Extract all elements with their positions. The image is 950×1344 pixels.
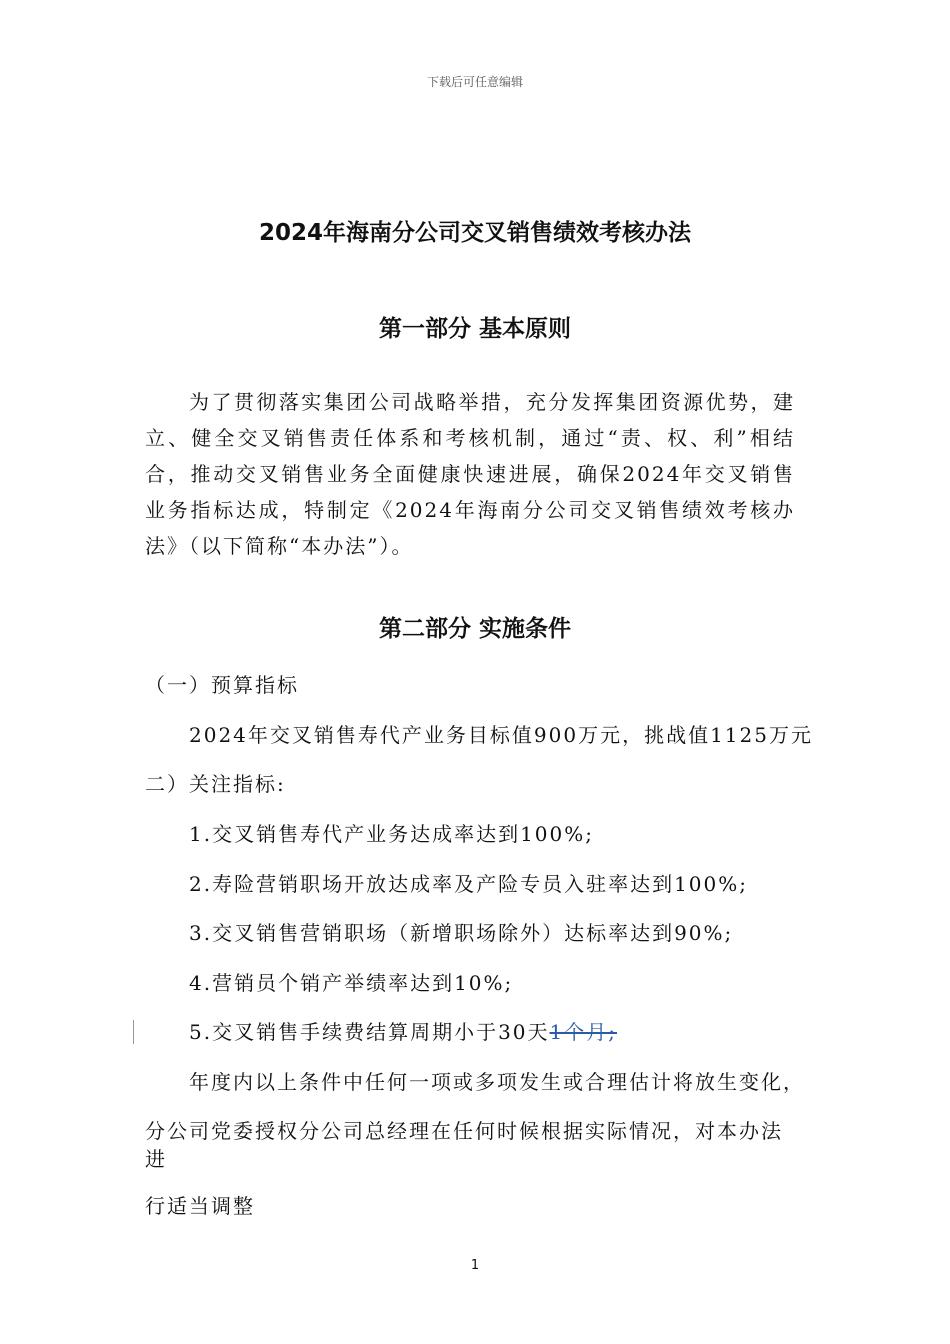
section2-label: 二）关注指标:: [145, 772, 286, 796]
page-number: 1: [470, 1258, 480, 1273]
closing-line-1: 年度内以上条件中任何一项或多项发生或合理估计将放生变化，: [189, 1070, 805, 1094]
part2-heading: 第二部分 实施条件: [378, 616, 571, 642]
header-note: 下载后可任意编辑: [426, 75, 523, 89]
list-item: 2.寿险营销职场开放达成率及产险专员入驻率达到100%;: [189, 872, 748, 896]
deleted-revision-text: 1个月;: [549, 1020, 617, 1044]
list-item: 3.交叉销售营销职场（新增职场除外）达标率达到90%;: [189, 921, 734, 945]
section1-text: 2024年交叉销售寿代产业务目标值900万元，挑战值1125万元: [189, 723, 813, 747]
list-item: 4.营销员个销产举绩率达到10%;: [189, 971, 514, 995]
section1-label: （一）预算指标: [145, 673, 299, 697]
closing-line-2: 分公司党委授权分公司总经理在任何时候根据实际情况，对本办法进: [145, 1119, 783, 1171]
list-item: 1.交叉销售寿代产业务达成率达到100%;: [189, 822, 594, 846]
list-item-5-text: 5.交叉销售手续费结算周期小于30天: [189, 1020, 550, 1044]
document-title: 2024年海南分公司交叉销售绩效考核办法: [258, 220, 691, 246]
list-item-5: [189, 1018, 617, 1046]
closing-line-3: 行适当调整: [145, 1194, 255, 1218]
part1-heading: 第一部分 基本原则: [378, 316, 571, 342]
part1-paragraph: 为了贯彻落实集团公司战略举措，充分发挥集团资源优势，建立、健全交叉销售责任体系和考核机制，通过“责、权、利”相结合，推动交叉销售业务全面健康快速进展，确保2024年交叉销售业务指标达成，特制定《2024年海南分公司交叉销售绩效考核办法》（以下简称“本办法”）。: [145, 390, 795, 558]
revision-margin-bar: [133, 1020, 134, 1044]
